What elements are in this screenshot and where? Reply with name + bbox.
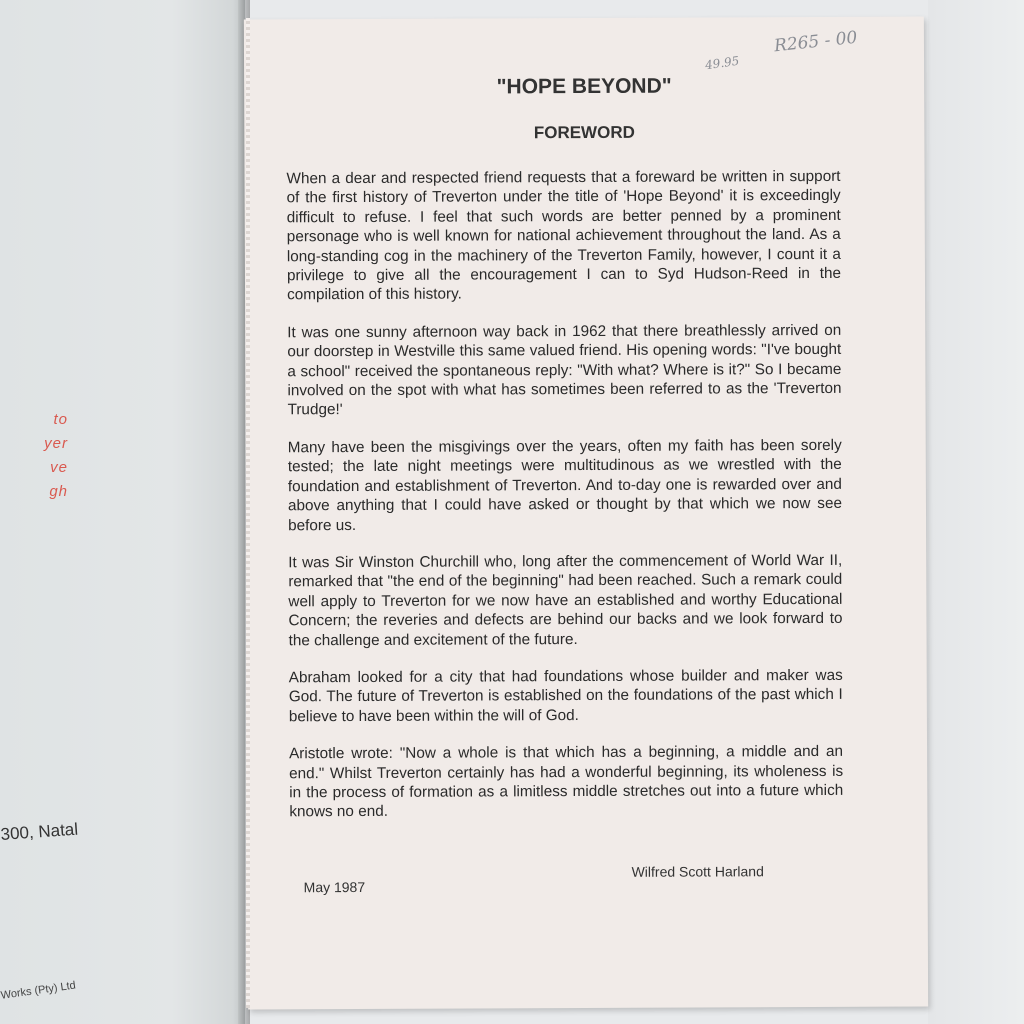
- paragraph: When a dear and respected friend requests that a foreward be written in support of the first history of Treverton under the title of 'Hope Beyond' it is exceedingly difficult to refuse. I feel that such words are better penned by a prominent personage who is well known for national achievement throughout the land. As a long-standing cog in the machinery of the Treverton Family, however, I count it a privilege to give all the encouragement I can to Syd Hudson-Reed in the compilation of this history.: [286, 167, 841, 304]
- red-text-fragments: [8, 408, 68, 504]
- red-fragment-line: to: [53, 411, 68, 428]
- foreword-page: [244, 17, 928, 1010]
- paragraph: It was Sir Winston Churchill who, long after the commencement of World War II, remarked that "the end of the beginning" had been reached. Such a remark could well apply to Treverton for we now have an established and worthy Educational Concern; the reveries and defects are behind our backs and we look forward to the challenge and excitement of the future.: [288, 551, 843, 649]
- printer-fragment: Works (Pty) Ltd: [0, 979, 77, 1002]
- red-fragment-line: ve: [50, 459, 68, 476]
- paragraph: Abraham looked for a city that had foundations whose builder and maker was God. The future of Treverton is established on the foundations of the past which I believe to have been within the will of God.: [288, 666, 843, 726]
- red-fragment-line: yer: [44, 435, 68, 452]
- handwritten-code: R265 - 00: [773, 27, 859, 57]
- paragraph: Many have been the misgivings over the years, often my faith has been sorely tested; the late night meetings were multitudinous as we wrestled with the foundation and establishment of Treverton. And to-day one is rewarded over and above anything that I could have asked or thought by that which we now see before us.: [287, 436, 842, 534]
- paragraph: Aristotle wrote: "Now a whole is that which has a beginning, a middle and an end." Whilst Treverton certainly has had a wonderful beginning, its wholeness is in the process of formation as a limitless middle stretches out into a future which knows no end.: [289, 743, 844, 821]
- paragraph: It was one sunny afternoon way back in 1962 that there breathlessly arrived on our doorstep in Westville this same valued friend. His opening words: "I've bought a school" received the spontaneous reply: "With what? Where is it?" So I became involved on the spot with what has sometimes been referred to as the 'Treverton Trudge!': [287, 321, 842, 419]
- left-page: [0, 0, 245, 1024]
- address-fragment: 300, Natal: [0, 819, 79, 844]
- author-signature: Wilfred Scott Harland: [631, 863, 764, 880]
- red-fragment-line: gh: [49, 483, 68, 500]
- page-deckle-edge: [246, 18, 250, 1008]
- foreword-date: May 1987: [303, 878, 366, 896]
- foreword-body: [286, 167, 843, 840]
- desk-surface: [928, 0, 1024, 1024]
- handwritten-price: 49.95: [704, 53, 741, 73]
- page-title: "HOPE BEYOND": [496, 74, 672, 99]
- page-subtitle: FOREWORD: [533, 122, 635, 143]
